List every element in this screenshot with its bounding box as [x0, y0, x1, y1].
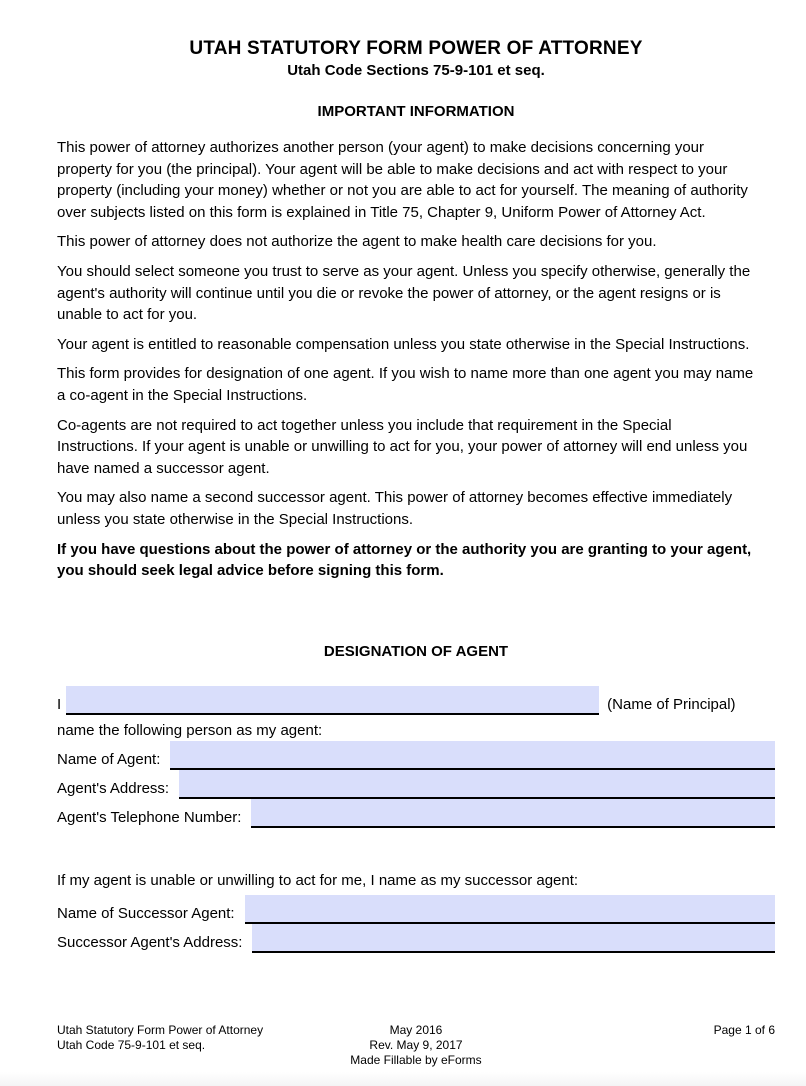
agent-name-input[interactable]: [170, 741, 775, 770]
agent-address-row: [57, 770, 775, 799]
agent-name-label: Name of Agent:: [57, 751, 161, 769]
page-footer: [57, 1023, 775, 1068]
important-information-heading: IMPORTANT INFORMATION: [317, 103, 515, 120]
successor-agent-name-row: [57, 895, 775, 924]
info-paragraph-4: Your agent is entitled to reasonable compensation unless you state otherwise in the Special Instructions.: [57, 335, 750, 353]
footer-date: May 2016: [389, 1023, 443, 1037]
principal-name-row: [57, 686, 775, 715]
info-paragraph-2: This power of attorney does not authorize the agent to make health care decisions for you.: [57, 233, 657, 251]
successor-agent-name-input[interactable]: [245, 895, 775, 924]
info-paragraph-7: You may also name a second successor agent. This power of attorney becomes effective immediately unless you state otherwise in the Special Instructions.: [57, 489, 733, 528]
info-paragraph-5: This form provides for designation of one agent. If you wish to name more than one agent you may name a co-agent in the Special Instructions.: [57, 365, 754, 404]
agent-telephone-input[interactable]: [251, 799, 775, 828]
footer-form-name: Utah Statutory Form Power of Attorney: [57, 1023, 264, 1037]
info-paragraph-6: Co-agents are not required to act together unless you include that requirement in the Special Instructions. If your agent is unable or unwilling to act for you, your power of attorney will end unless you have named a successor agent.: [57, 416, 748, 477]
info-paragraph-3: You should select someone you trust to serve as your agent. Unless you specify otherwise, generally the agent's authority will continue until you die or revoke the power of attorney, or the agent resigns or is unable to act for you.: [57, 262, 751, 324]
footer-code-reference: Utah Code 75-9-101 et seq.: [57, 1038, 206, 1052]
name-of-principal-label: (Name of Principal): [607, 695, 736, 713]
agent-address-label: Agent's Address:: [57, 780, 170, 798]
designation-of-agent-heading: DESIGNATION OF AGENT: [323, 642, 509, 660]
footer-left-block: [57, 1023, 350, 1068]
document-subtitle: Utah Code Sections 75-9-101 et seq.: [287, 62, 545, 79]
footer-fillable-credit: Made Fillable by eForms: [350, 1053, 482, 1067]
principal-name-input[interactable]: [66, 686, 599, 715]
footer-page-number: Page 1 of 6: [713, 1023, 775, 1037]
document-content: [0, 38, 806, 953]
agent-address-input[interactable]: [179, 770, 775, 799]
info-paragraph-1: This power of attorney authorizes another person (your agent) to make decisions concerning your property for you (the principal). Your agent will be able to make decisions and act with respect to your property (including your money) whether or not you are able to act for yourself. The meaning of authority over subjects listed on this form is explained in Title 75, Chapter 9, Uniform Power of Attorney Act.: [57, 139, 748, 221]
page-bottom-edge: [0, 1072, 806, 1086]
footer-center-block: [350, 1023, 481, 1068]
agent-intro-line: name the following person as my agent:: [57, 721, 323, 739]
agent-name-row: [57, 741, 775, 770]
principal-prefix-text: I: [57, 695, 62, 713]
document-title: UTAH STATUTORY FORM POWER OF ATTORNEY: [189, 38, 643, 59]
successor-agent-address-row: [57, 924, 775, 953]
legal-advice-notice: If you have questions about the power of attorney or the authority you are granting to your agent, you should seek legal advice before signing this form.: [57, 540, 752, 580]
successor-agent-address-input[interactable]: [252, 924, 775, 953]
footer-revision-date: Rev. May 9, 2017: [369, 1038, 463, 1052]
agent-telephone-row: [57, 799, 775, 828]
successor-agent-name-label: Name of Successor Agent:: [57, 904, 235, 922]
successor-agent-address-label: Successor Agent's Address:: [57, 933, 243, 951]
agent-telephone-label: Agent's Telephone Number:: [57, 809, 242, 827]
successor-agent-intro-line: If my agent is unable or unwilling to act for me, I name as my successor agent:: [57, 872, 579, 890]
